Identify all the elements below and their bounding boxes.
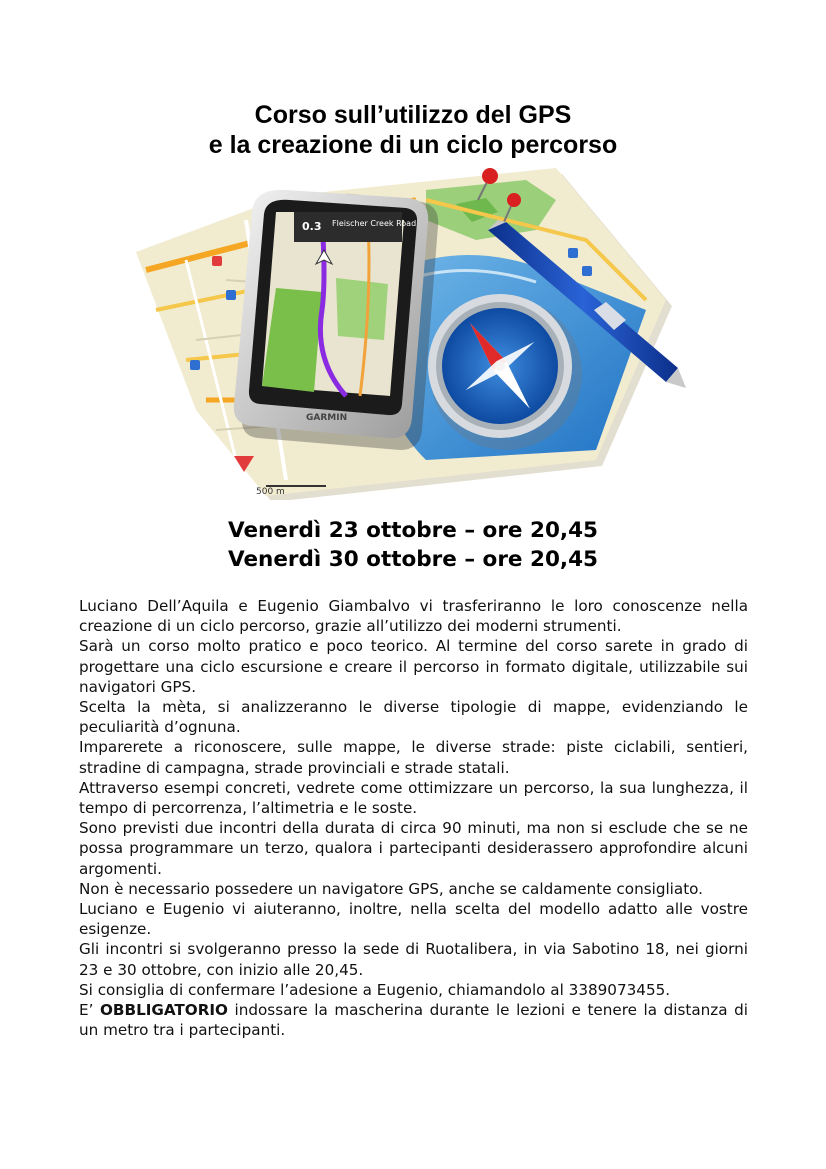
screen-distance: 0.3: [302, 220, 322, 233]
event-date-1: Venerdì 23 ottobre – ore 20,45: [227, 518, 599, 543]
page-title: [0, 100, 826, 160]
paragraph: Imparerete a riconoscere, sulle mappe, le diverse strade: piste ciclabili, sentieri, stradine di campagna, strade provinciali e strade statali.: [79, 738, 748, 777]
mandatory-emphasis: OBBLIGATORIO: [100, 1001, 228, 1020]
mask-suffix: indossare la mascherina durante le lezioni e tenere la distanza di un metro tra i partecipanti.: [79, 1001, 748, 1040]
paragraph: Luciano e Eugenio vi aiuteranno, inoltre, nella scelta del modello adatto alle vostre esigenze.: [79, 900, 748, 939]
mask-prefix: E’: [79, 1001, 100, 1020]
title-line-1: Corso sull’utilizzo del GPS: [254, 101, 572, 129]
device-brand: GARMIN: [306, 413, 348, 423]
paragraph: Gli incontri si svolgeranno presso la sede di Ruotalibera, in via Sabotino 18, nei giorni 23 e 30 ottobre, con inizio alle 20,45.: [79, 940, 748, 979]
paragraph: Non è necessario possedere un navigatore GPS, anche se caldamente consigliato.: [79, 879, 704, 898]
event-dates: [0, 516, 826, 574]
paragraph: Attraverso esempi concreti, vedrete come ottimizzare un percorso, la sua lunghezza, il tempo di percorrenza, l’altimetria e le soste.: [79, 778, 748, 818]
event-date-2: Venerdì 30 ottobre – ore 20,45: [227, 547, 599, 572]
screen-street: Fleischer Creek Road: [332, 219, 417, 228]
course-description: [79, 596, 748, 1040]
gps-device: [234, 190, 438, 450]
paragraph: Scelta la mèta, si analizzeranno le diverse tipologie di mappe, evidenziando le peculiarità d’ognuna.: [79, 698, 748, 737]
mask-requirement-paragraph: [79, 1000, 748, 1040]
map-scale-label: 500 m: [256, 487, 285, 497]
paragraph: Si consiglia di confermare l’adesione a Eugenio, chiamandolo al 3389073455.: [79, 980, 671, 999]
title-line-2: e la creazione di un ciclo percorso: [208, 131, 618, 159]
gps-map-illustration: [126, 160, 700, 500]
paragraph: Luciano Dell’Aquila e Eugenio Giambalvo vi trasferiranno le loro conoscenze nella creazione di un ciclo percorso, grazie all’utilizzo dei moderni strumenti.: [79, 597, 748, 636]
paragraph: Sono previsti due incontri della durata di circa 90 minuti, ma non si esclude che se ne possa programmare un terzo, qualora i partecipanti desiderassero approfondire alcuni argomenti.: [79, 819, 748, 878]
paragraph: Sarà un corso molto pratico e poco teorico. Al termine del corso sarete in grado di progettare una ciclo escursione e creare il percorso in formato digitale, utilizzabile sui navigatori GPS.: [79, 637, 748, 696]
